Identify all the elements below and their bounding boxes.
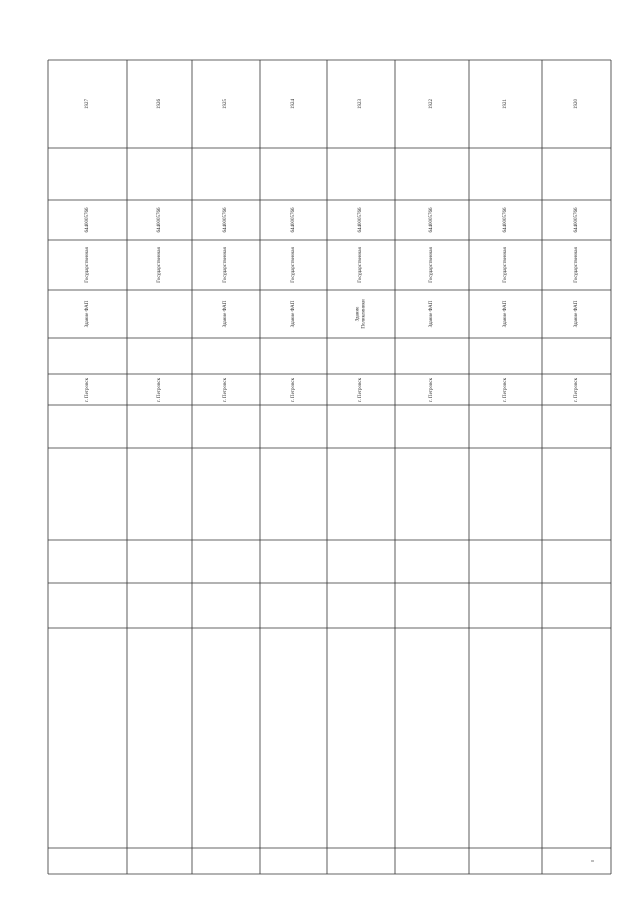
table-cell bbox=[542, 374, 611, 405]
table-cell bbox=[260, 448, 327, 540]
table-cell bbox=[48, 448, 127, 540]
table-cell-text: 6440005766 bbox=[290, 207, 296, 233]
table-cell bbox=[395, 240, 469, 290]
table-cell bbox=[260, 60, 327, 148]
table-cell bbox=[260, 848, 327, 874]
table-cell bbox=[542, 60, 611, 148]
table-cell bbox=[127, 60, 192, 148]
table-cell bbox=[469, 628, 542, 848]
table-cell bbox=[48, 60, 127, 148]
table-cell bbox=[260, 148, 327, 200]
table-cell-text: 1921 bbox=[502, 99, 508, 109]
table-cell bbox=[127, 583, 192, 628]
table-cell bbox=[127, 374, 192, 405]
table-cell-text: Государственная bbox=[358, 247, 364, 283]
table-cell-text: 1925 bbox=[223, 99, 229, 109]
table-cell-text: 1920 bbox=[573, 99, 579, 109]
table-cell-text: г. Петровск bbox=[358, 377, 364, 402]
table-cell-text: Здание Поликлиники bbox=[355, 299, 366, 329]
table-cell bbox=[48, 374, 127, 405]
table-cell-text: г. Петровск bbox=[156, 377, 162, 402]
table-cell bbox=[469, 148, 542, 200]
table-cell bbox=[395, 848, 469, 874]
table-cell-text: 6440005766 bbox=[223, 207, 229, 233]
table-cell bbox=[327, 583, 395, 628]
table-cell bbox=[192, 338, 260, 374]
page-speck bbox=[591, 860, 594, 862]
table-cell bbox=[395, 448, 469, 540]
table-cell bbox=[260, 540, 327, 583]
table-cell bbox=[395, 338, 469, 374]
table-cell bbox=[395, 583, 469, 628]
table-cell bbox=[542, 290, 611, 338]
table-cell bbox=[127, 200, 192, 240]
table-cell bbox=[327, 148, 395, 200]
table-cell bbox=[260, 200, 327, 240]
table-cell-text: Государственная bbox=[290, 247, 296, 283]
table-cell bbox=[48, 848, 127, 874]
table-cell bbox=[192, 848, 260, 874]
table-cell bbox=[48, 540, 127, 583]
table-cell bbox=[469, 200, 542, 240]
table-cell-text: 1923 bbox=[358, 99, 364, 109]
table-cell bbox=[192, 540, 260, 583]
table-cell bbox=[327, 60, 395, 148]
table-cell bbox=[542, 148, 611, 200]
table-cell bbox=[327, 374, 395, 405]
table-cell-text: Здание ФАП bbox=[573, 300, 579, 328]
table-cell-text: г. Петровск bbox=[429, 377, 435, 402]
table-cell bbox=[127, 148, 192, 200]
table-cell bbox=[542, 405, 611, 448]
table-cell-text: Здание ФАП bbox=[429, 300, 435, 328]
table-cell bbox=[469, 338, 542, 374]
table-cell bbox=[469, 848, 542, 874]
table-cell bbox=[192, 200, 260, 240]
table-cell bbox=[542, 628, 611, 848]
table-cell bbox=[469, 374, 542, 405]
table-cell bbox=[48, 240, 127, 290]
table-cell-text: Государственная bbox=[156, 247, 162, 283]
table-cell-text: Здание ФАП bbox=[84, 300, 90, 328]
table-cell bbox=[260, 405, 327, 448]
table-cell bbox=[542, 540, 611, 583]
table-cell bbox=[260, 240, 327, 290]
table-cell bbox=[127, 540, 192, 583]
table-cell bbox=[260, 338, 327, 374]
table-cell bbox=[395, 628, 469, 848]
table-cell bbox=[395, 148, 469, 200]
table-cell bbox=[395, 290, 469, 338]
table-cell bbox=[192, 448, 260, 540]
table-cell-text: Здание ФАП bbox=[223, 300, 229, 328]
table-cell bbox=[48, 583, 127, 628]
table-cell-text: г. Петровск bbox=[290, 377, 296, 402]
table-cell bbox=[127, 405, 192, 448]
table-cell-text: г. Петровск bbox=[502, 377, 508, 402]
table-cell bbox=[260, 290, 327, 338]
table-cell bbox=[192, 148, 260, 200]
table-cell bbox=[542, 848, 611, 874]
table-cell-text: Здание ФАП bbox=[290, 300, 296, 328]
table-cell bbox=[192, 290, 260, 338]
table-cell-text: 6440005766 bbox=[429, 207, 435, 233]
table-cell bbox=[395, 200, 469, 240]
table-cell bbox=[48, 405, 127, 448]
table-cell bbox=[48, 148, 127, 200]
table-cell bbox=[395, 374, 469, 405]
table-cell bbox=[127, 240, 192, 290]
table-cell bbox=[48, 200, 127, 240]
table-cell bbox=[327, 540, 395, 583]
table-cell bbox=[192, 583, 260, 628]
table-cell bbox=[127, 448, 192, 540]
table-cell-text: Государственная bbox=[84, 247, 90, 283]
table-cell bbox=[327, 290, 395, 338]
table-cell-text: Государственная bbox=[223, 247, 229, 283]
table-cell bbox=[469, 290, 542, 338]
table-cell bbox=[192, 60, 260, 148]
table-cell bbox=[327, 628, 395, 848]
table-cell bbox=[542, 200, 611, 240]
table-cell-text: 1926 bbox=[156, 99, 162, 109]
table-cell bbox=[327, 405, 395, 448]
table-cell bbox=[127, 628, 192, 848]
table-cell bbox=[469, 405, 542, 448]
table-cell-text: г. Петровск bbox=[223, 377, 229, 402]
table-cell bbox=[327, 240, 395, 290]
table-cell bbox=[542, 583, 611, 628]
table-cell-text: 6440005766 bbox=[358, 207, 364, 233]
table-cell bbox=[192, 628, 260, 848]
table-cell-text: 6440005766 bbox=[84, 207, 90, 233]
table-cell bbox=[260, 583, 327, 628]
table-cell bbox=[395, 405, 469, 448]
table-cell bbox=[395, 60, 469, 148]
table-cell-text: 1922 bbox=[429, 99, 435, 109]
table-cell-text: 6440005766 bbox=[573, 207, 579, 233]
table-cell bbox=[260, 628, 327, 848]
table-cell bbox=[469, 60, 542, 148]
table-cell-text: Здание ФАП bbox=[502, 300, 508, 328]
table-cell bbox=[327, 848, 395, 874]
table-cell bbox=[395, 540, 469, 583]
table-cell bbox=[469, 240, 542, 290]
table-cell bbox=[48, 628, 127, 848]
table-cell-text: г. Петровск bbox=[84, 377, 90, 402]
table-cell bbox=[127, 338, 192, 374]
table-cell bbox=[127, 848, 192, 874]
table-cell bbox=[542, 338, 611, 374]
table-cell bbox=[469, 583, 542, 628]
table-cell bbox=[48, 290, 127, 338]
table-cell bbox=[542, 448, 611, 540]
table-cell bbox=[327, 448, 395, 540]
table-cell-text: Государственная bbox=[573, 247, 579, 283]
table-cell bbox=[192, 405, 260, 448]
table-cell-text: 6440005766 bbox=[502, 207, 508, 233]
table-cell-text: 1927 bbox=[84, 99, 90, 109]
table-cell bbox=[127, 290, 192, 338]
table-cell-text: Государственная bbox=[429, 247, 435, 283]
table-cell bbox=[327, 200, 395, 240]
table-cell-text: 1924 bbox=[290, 99, 296, 109]
table-cell bbox=[542, 240, 611, 290]
table-cell bbox=[469, 448, 542, 540]
table-cell-text: 6440005766 bbox=[156, 207, 162, 233]
table-cell bbox=[192, 374, 260, 405]
table-cell bbox=[469, 540, 542, 583]
table-cell-text: Государственная bbox=[502, 247, 508, 283]
table-cell bbox=[192, 240, 260, 290]
table-cell bbox=[327, 338, 395, 374]
table-cell bbox=[48, 338, 127, 374]
table-cell-text: г. Петровск bbox=[573, 377, 579, 402]
table-cell bbox=[260, 374, 327, 405]
